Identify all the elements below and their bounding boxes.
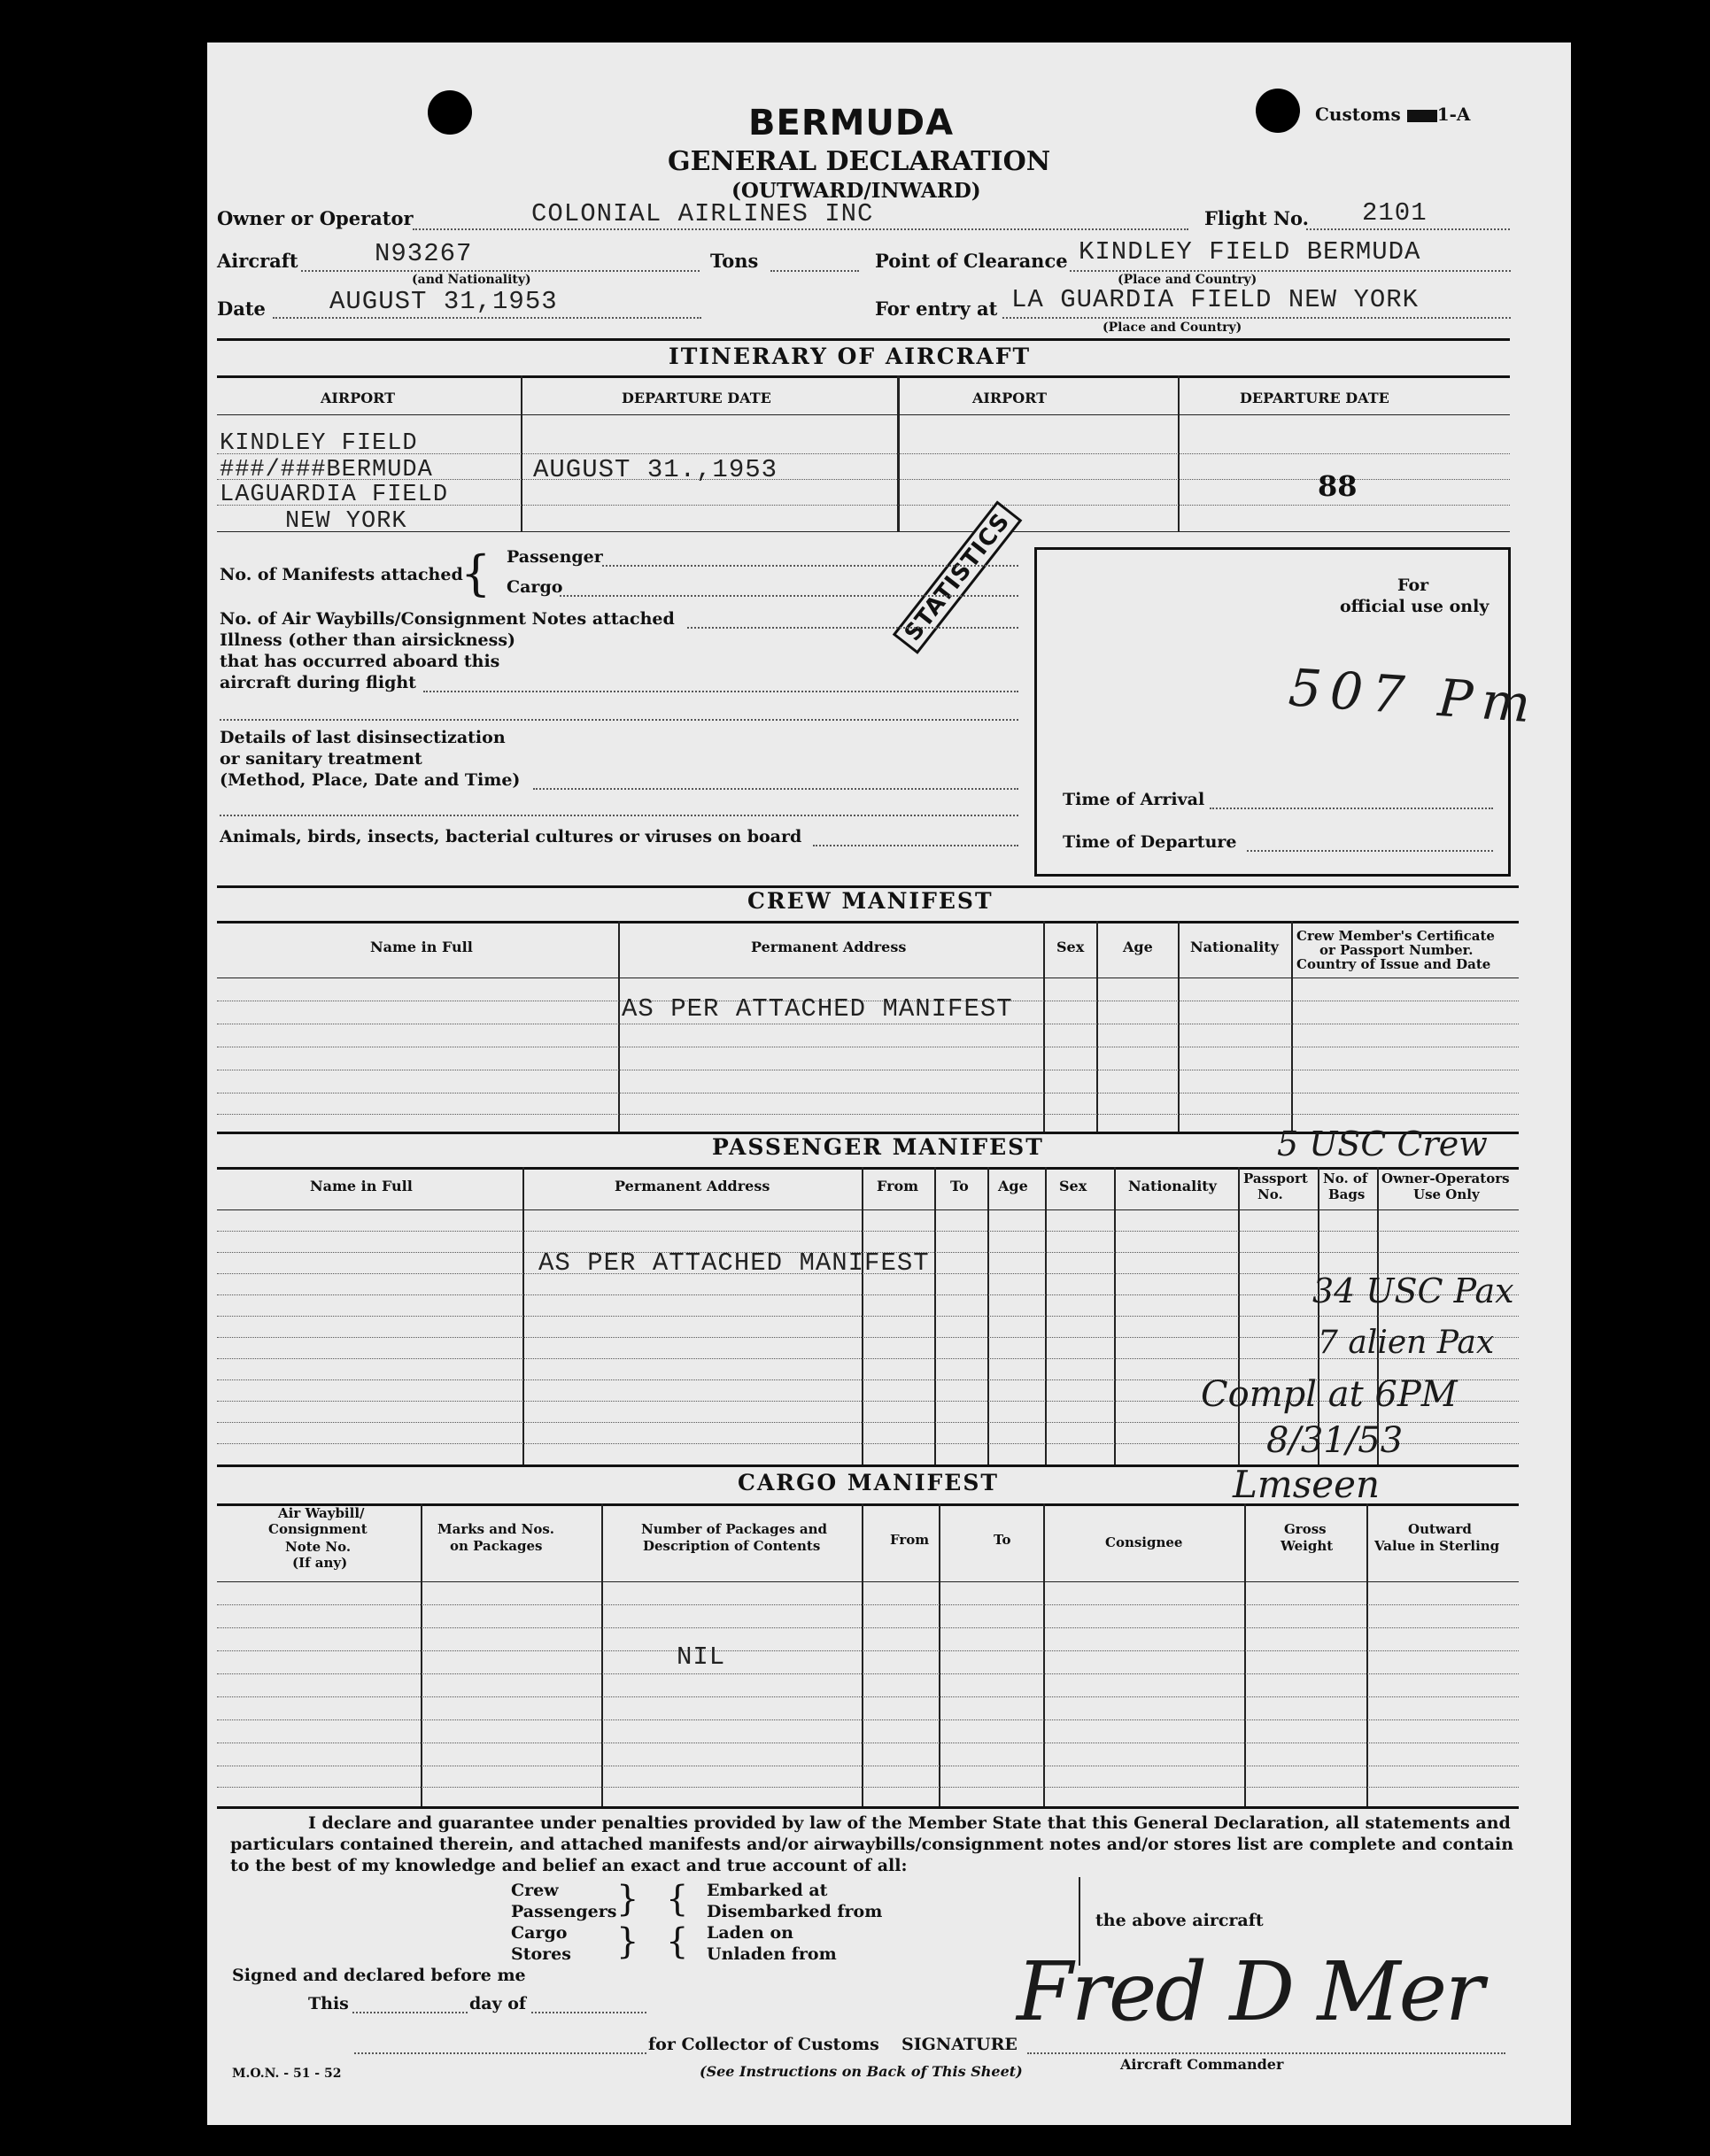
crew-col-divider (1291, 921, 1293, 1132)
passenger-row-line (217, 1316, 1519, 1317)
passenger-col-address: Permanent Address (615, 1178, 770, 1194)
entry-line (1002, 317, 1511, 319)
illness-fill-line (423, 691, 1018, 692)
statistics-stamp: STATISTICS (893, 500, 1023, 654)
itinerary-airport-line: NEW YORK (285, 508, 407, 535)
crew-row-line (217, 1114, 1519, 1115)
cargo-col-number: Number of Packages and (641, 1521, 827, 1537)
clearance-line (1070, 270, 1511, 272)
date-line (273, 317, 701, 319)
date-label: Date (217, 298, 266, 320)
manifest-cargo-line (560, 595, 1018, 597)
collector-label: for Collector of Customs (648, 2035, 879, 2054)
arrival-line (1210, 808, 1493, 809)
crew-col-nationality: Nationality (1190, 939, 1279, 955)
passenger-hand-note: 5 USC Crew (1277, 1124, 1488, 1163)
tons-line (770, 270, 859, 272)
departure-time-label: Time of Departure (1063, 832, 1237, 852)
passenger-col-sex: Sex (1059, 1178, 1087, 1194)
declaration-item-right: Laden on (707, 1923, 793, 1943)
flight-label: Flight No. (1204, 207, 1309, 229)
declaration-line: I declare and guarantee under penalties provided by law of the Member State that this General Declaration, all statements and (308, 1813, 1511, 1833)
disinsect-line: (Method, Place, Date and Time) (220, 770, 521, 790)
passenger-col-owner: Use Only (1413, 1186, 1480, 1202)
itinerary-heading: ITINERARY OF AIRCRAFT (669, 344, 1032, 369)
passenger-hand-sig: Lmseen (1233, 1463, 1381, 1506)
itinerary-header-rule (217, 375, 1510, 378)
cargo-row-line (217, 1719, 1519, 1720)
owner-line (413, 228, 1188, 230)
passenger-heading: PASSENGER MANIFEST (712, 1134, 1044, 1160)
illness-line: aircraft during flight (220, 673, 416, 692)
cargo-col-gross: Gross (1284, 1521, 1327, 1537)
instructions-note: (See Instructions on Back of This Sheet) (700, 2063, 1023, 2080)
owner-label: Owner or Operator (217, 207, 414, 229)
declaration-item-left: Stores (511, 1944, 571, 1964)
signed-label: Signed and declared before me (232, 1966, 526, 1985)
crew-heading: CREW MANIFEST (747, 888, 994, 914)
day-line (531, 2012, 646, 2013)
manifest-passenger-label: Passenger (507, 547, 603, 567)
form-title: BERMUDA (748, 103, 955, 143)
declaration-item-left: Crew (511, 1881, 559, 1900)
declaration-line: to the best of my knowledge and belief an exact and true account of all: (230, 1856, 908, 1875)
declaration-item-left: Cargo (511, 1923, 568, 1943)
commander-label: Aircraft Commander (1120, 2056, 1284, 2073)
crew-col-age: Age (1123, 939, 1153, 955)
cargo-col-outward: Value in Sterling (1374, 1538, 1500, 1554)
cargo-col-gross: Weight (1281, 1538, 1334, 1554)
crew-col-divider (1043, 921, 1045, 1132)
illness-line: Illness (other than airsickness) (220, 630, 516, 650)
flight-line (1306, 228, 1510, 230)
cargo-row-line (217, 1627, 1519, 1628)
cargo-row-line (217, 1673, 1519, 1674)
crew-col-address: Permanent Address (751, 939, 907, 955)
manifest-cargo-label: Cargo (507, 577, 563, 597)
cargo-col-waybill: Air Waybill/ (278, 1505, 365, 1521)
animals-label: Animals, birds, insects, bacterial cultures or viruses on board (220, 827, 802, 846)
form-subtitle: GENERAL DECLARATION (668, 146, 1051, 177)
cargo-value: NIL (677, 1642, 726, 1672)
itinerary-col-airport-1: AIRPORT (321, 390, 396, 406)
owner-value: COLONIAL AIRLINES INC (531, 199, 874, 228)
aircraft-label: Aircraft (217, 250, 298, 272)
passenger-row-line (217, 1231, 1519, 1232)
passenger-col-age: Age (998, 1178, 1028, 1194)
signature-label: SIGNATURE (901, 2035, 1017, 2054)
disinsect-fill-line (533, 788, 1018, 790)
declaration-item-right: Disembarked from (707, 1902, 883, 1921)
cargo-header-rule (217, 1503, 1519, 1506)
commander-signature: Fred D Mer (1017, 1944, 1483, 2039)
disinsect-fill-line (220, 815, 1018, 816)
itinerary-col-departure-2: DEPARTURE DATE (1240, 390, 1389, 406)
disinsect-line: or sanitary treatment (220, 749, 422, 769)
cargo-bottom-rule (217, 1806, 1519, 1809)
place-country-note-2: (Place and Country) (1103, 321, 1242, 335)
crew-value: AS PER ATTACHED MANIFEST (622, 994, 1013, 1024)
illness-line: that has occurred aboard this (220, 652, 500, 671)
passenger-col-nationality: Nationality (1128, 1178, 1217, 1194)
itinerary-subheader-rule (217, 414, 1510, 415)
clearance-value: KINDLEY FIELD BERMUDA (1079, 237, 1421, 267)
itinerary-col-departure-1: DEPARTURE DATE (622, 390, 771, 406)
entry-label: For entry at (875, 298, 998, 320)
itinerary-airport-line: LAGUARDIA FIELD (220, 482, 449, 508)
collector-line (354, 2052, 646, 2054)
cargo-heading: CARGO MANIFEST (738, 1470, 999, 1495)
declaration-item-right: Unladen from (707, 1944, 837, 1964)
entry-value: LA GUARDIA FIELD NEW YORK (1011, 285, 1420, 314)
passenger-col-passport: No. (1257, 1186, 1283, 1202)
clearance-label: Point of Clearance (875, 250, 1068, 272)
aircraft-line (301, 270, 700, 272)
signature-line (1027, 2052, 1505, 2054)
itinerary-airport-line: ###/###BERMUDA (220, 457, 433, 483)
itinerary-right-value: 88 (1318, 469, 1358, 503)
cargo-row-line (217, 1696, 1519, 1697)
passenger-hand-line: 7 alien Pax (1318, 1325, 1495, 1361)
cargo-row-line (217, 1604, 1519, 1605)
passenger-col-bags: Bags (1328, 1186, 1366, 1202)
place-country-note-1: (Place and Country) (1118, 273, 1257, 287)
cargo-col-divider (1366, 1503, 1368, 1806)
aircraft-value: N93267 (375, 239, 473, 268)
passenger-col-passport: Passport (1243, 1171, 1308, 1186)
flight-value: 2101 (1362, 198, 1428, 228)
itinerary-airport-line: KINDLEY FIELD (220, 430, 418, 457)
crew-col-sex: Sex (1056, 939, 1085, 955)
itinerary-departure-value: AUGUST 31.,1953 (533, 455, 778, 484)
declaration-brace: } (616, 1879, 639, 1920)
disinsect-line: Details of last disinsectization (220, 728, 506, 747)
passenger-value: AS PER ATTACHED MANIFEST (538, 1248, 930, 1278)
cargo-col-divider (421, 1503, 422, 1806)
cargo-col-marks: Marks and Nos. (437, 1521, 555, 1537)
declaration-brace: { (666, 1879, 689, 1920)
passenger-hand-line: Compl at 6PM (1201, 1374, 1458, 1415)
declaration-line: particulars contained therein, and attached manifests and/or airwaybills/consignment notes and/or stores list are complete and contain (230, 1835, 1514, 1854)
this-line (352, 2012, 468, 2013)
cargo-row-line (217, 1650, 1519, 1651)
aircraft-note: (and Nationality) (412, 273, 531, 287)
passenger-hand-line: 34 USC Pax (1312, 1271, 1514, 1310)
day-label: day of (469, 1994, 527, 2013)
manifest-passenger-line (602, 565, 1018, 567)
crew-col-divider (1096, 921, 1098, 1132)
declaration-brace: { (666, 1921, 689, 1962)
declaration-item-right: Embarked at (707, 1881, 828, 1900)
cargo-col-outward: Outward (1408, 1521, 1472, 1537)
crew-header-rule (217, 921, 1519, 923)
crew-col-divider (1178, 921, 1180, 1132)
tons-label: Tons (710, 250, 759, 272)
cargo-col-to: To (994, 1532, 1011, 1548)
cargo-col-consignee: Consignee (1105, 1534, 1183, 1550)
cargo-col-divider (1043, 1503, 1045, 1806)
waybills-line (687, 627, 1018, 629)
manifests-brace: { (460, 545, 491, 601)
cargo-col-divider (939, 1503, 940, 1806)
cargo-row-line (217, 1787, 1519, 1788)
punch-hole-right (1256, 89, 1300, 133)
form-direction: (OUTWARD/INWARD) (731, 179, 981, 203)
cargo-col-divider (862, 1503, 863, 1806)
declaration-above-aircraft: the above aircraft (1095, 1911, 1264, 1930)
declaration-brace: } (616, 1921, 639, 1962)
manifests-label: No. of Manifests attached (220, 565, 463, 584)
departure-time-line (1247, 850, 1493, 852)
waybills-label: No. of Air Waybills/Consignment Notes attached (220, 609, 675, 629)
arrival-label: Time of Arrival (1063, 790, 1205, 809)
passenger-col-to: To (950, 1178, 969, 1194)
passenger-col-from: From (877, 1178, 919, 1194)
this-label: This (308, 1994, 349, 2013)
cargo-subheader-rule (217, 1581, 1519, 1582)
illness-fill-line (220, 719, 1018, 721)
punch-hole-left (428, 90, 472, 135)
passenger-col-bags: No. of (1323, 1171, 1368, 1186)
official-for-label: For (1397, 576, 1429, 595)
form-code: Customs 1-A (1315, 104, 1471, 125)
crew-col-cert: or Passport Number. (1319, 942, 1474, 958)
cargo-col-waybill: (If any) (292, 1555, 348, 1571)
official-hand-value: 507 Pm (1286, 657, 1542, 735)
passenger-header-rule (217, 1167, 1519, 1170)
passenger-subheader-rule (217, 1209, 1519, 1210)
crew-col-divider (618, 921, 620, 1132)
cargo-col-from: From (890, 1532, 930, 1548)
cargo-col-marks: on Packages (450, 1538, 543, 1554)
itinerary-bottom-rule (217, 531, 1510, 532)
crew-col-cert: Country of Issue and Date (1296, 956, 1491, 972)
declaration-item-left: Passengers (511, 1902, 617, 1921)
passenger-col-owner: Owner-Operators (1381, 1171, 1510, 1186)
official-use-label: official use only (1340, 597, 1489, 616)
animals-line (813, 845, 1018, 846)
cargo-col-divider (601, 1503, 603, 1806)
cargo-col-waybill: Note No. (285, 1539, 352, 1555)
crew-col-cert: Crew Member's Certificate (1296, 928, 1495, 944)
itinerary-top-rule (217, 338, 1510, 341)
cargo-col-divider (1244, 1503, 1246, 1806)
form-number: M.O.N. - 51 - 52 (232, 2067, 342, 2081)
cargo-col-number: Description of Contents (643, 1538, 821, 1554)
cargo-col-waybill: Consignment (268, 1521, 368, 1537)
crew-col-name: Name in Full (370, 939, 473, 955)
itinerary-col-airport-2: AIRPORT (972, 390, 1048, 406)
passenger-col-name: Name in Full (310, 1178, 413, 1194)
passenger-hand-line: 8/31/53 (1266, 1420, 1404, 1461)
date-value: AUGUST 31,1953 (329, 287, 558, 316)
